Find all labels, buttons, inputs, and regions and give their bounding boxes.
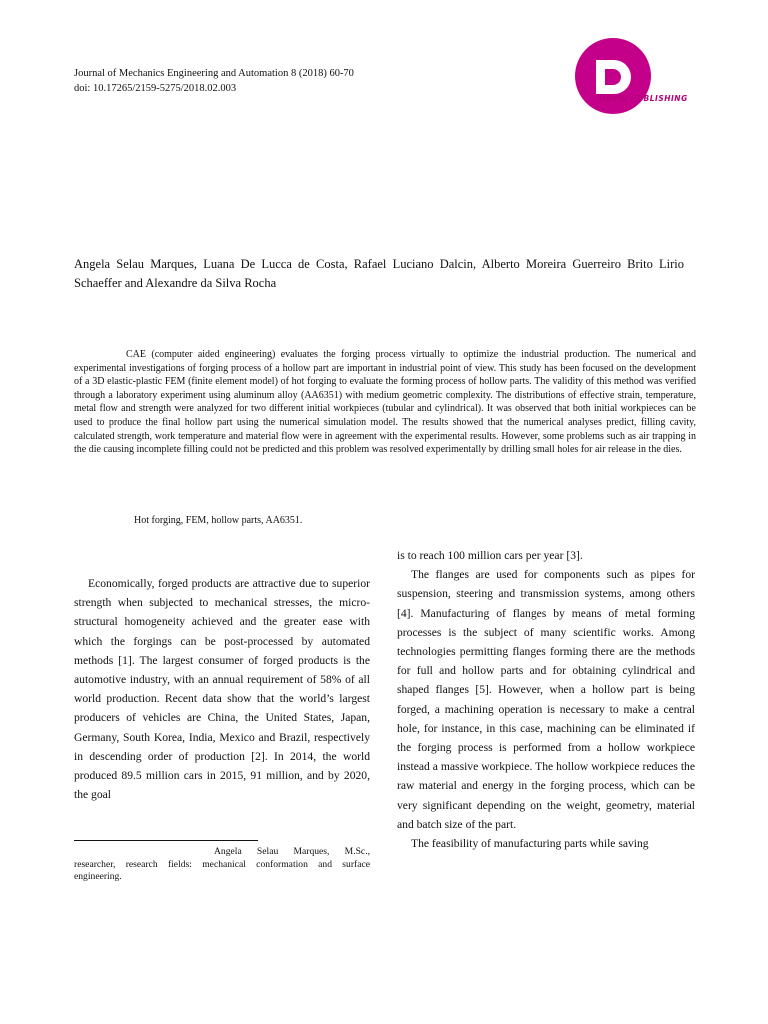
left-column-text: Economically, forged products are attractive due to superior strength when subjected to mechanical stresses, the micro-structural homogeneity achieved and the greater ease with which the forgings can be post-processed by automated methods [1]. The largest consumer of forged products is the automotive industry, with an annual requirement of 58% of all world production. Recent data show that the world’s largest producers of vehicles are China, the United States, Japan, Germany, South Korea, India, Mexico and Brazil, respectively in descending order of production [2]. In 2014, the world produced 89.5 million cars in 2015, 91 million, and by 2020, the goal — [74, 577, 370, 802]
author-list: Angela Selau Marques, Luana De Lucca de Costa, Rafael Luciano Dalcin, Alberto Moreira Guerreiro Brito Lirio Schaeffer and Alexandre da Silva Rocha — [74, 257, 684, 290]
right-column-paragraph: The feasibility of manufacturing parts while saving — [411, 837, 649, 851]
right-column-paragraph: The flanges are used for components such as pipes for suspension, steering and transmission systems, among others [4]. Manufacturing of flanges by means of metal forming processes is the subject of many scientific works. Among technologies permitting flanges forming there are the methods for full and hollow parts and for obtaining cylindrical and shaped flanges [5]. However, when a hollow part is being forged, a machining operation is necessary to make a central hole, for instance, in this case, machining can be eliminated if the forging process is performed from a hollow workpiece instead a massive workpiece. The hollow workpiece reduces the raw material and energy in the forging process, which can be very significant depending on the weight, geometry, material and batch size of the part. — [397, 568, 695, 831]
abstract: CAE (computer aided engineering) evaluates the forging process virtually to optimize the industrial production. The numerical and experimental investigations of forging process of a hollow part are important in industrial point of view. This study has been focused on the development of a 3D elastic-plastic FEM (finite element model) of hot forging to evaluate the forming process of hollow parts. The validity of this method was verified through a laboratory experiment using aluminum alloy (AA6351) with medium geometric complexity. The distributions of effective strain, temperature, metal flow and strength were analyzed for two different initial workpieces (tubular and cylindrical). It was observed that both initial workpieces can be used to produce the final hollow part using the numerical simulation model. The results showed that the numerical analyses predict, filling cavity, calculated strength, work temperature and material flow were in agreement with the experimental results. However, some problems such as air trapping in the die causing incomplete filling could not be predicted and this problem was resolved experimentally by drilling small holes for air release in the dies. — [74, 349, 696, 456]
doi: doi: 10.17265/2159-5275/2018.02.003 — [74, 83, 237, 94]
journal-citation: Journal of Mechanics Engineering and Automation 8 (2018) 60-70 — [74, 68, 354, 79]
keywords: Hot forging, FEM, hollow parts, AA6351. — [134, 515, 303, 526]
author-footnote: Angela Selau Marques, M.Sc., researcher, research fields: mechanical conformation and surface engineering. — [74, 846, 370, 882]
footnote-divider — [74, 840, 258, 841]
publisher-logo-text: DAVID PUBLISHING — [599, 94, 688, 103]
journal-header — [74, 66, 354, 96]
right-column-paragraph: is to reach 100 million cars per year [3]. — [397, 549, 583, 562]
publisher-logo-icon — [560, 38, 700, 118]
right-column — [397, 546, 695, 853]
